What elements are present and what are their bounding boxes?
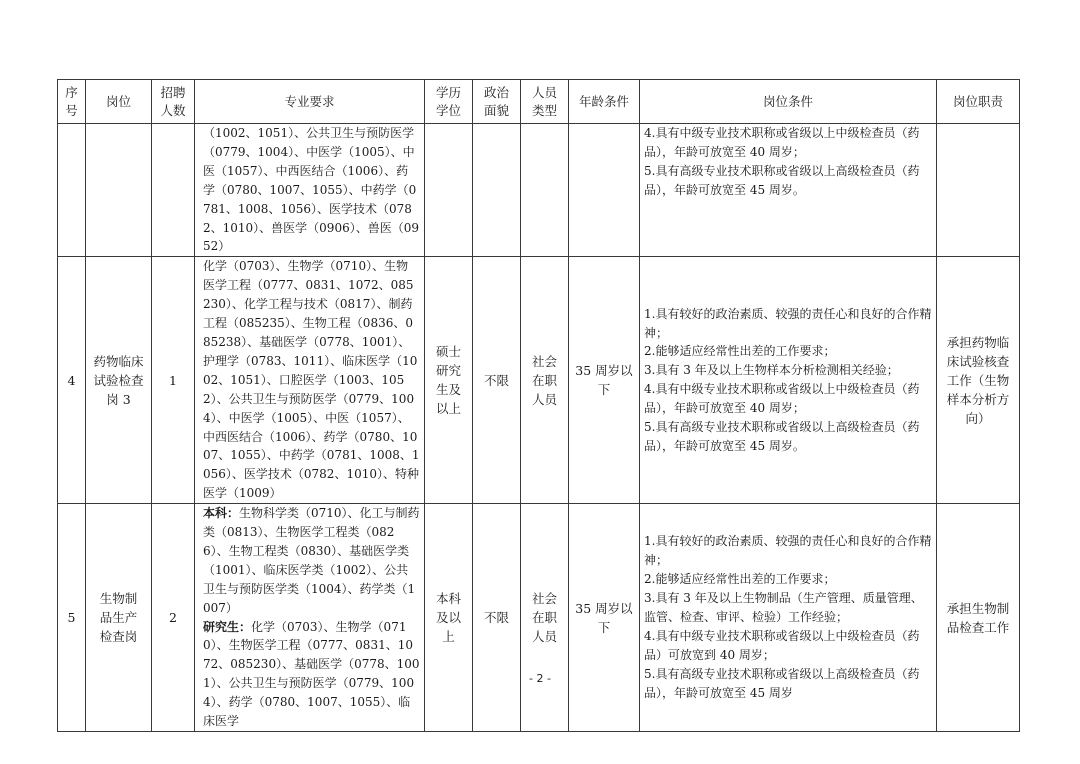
header-count: 招聘 人数 <box>152 80 195 124</box>
header-staff-type: 人员 类型 <box>521 80 569 124</box>
major-label-undergrad: 本科： <box>203 506 240 521</box>
cell-post: 药物临床试验检查岗 3 <box>86 257 152 504</box>
cell-politics: 不限 <box>473 504 521 732</box>
cell-staff-type: 社会在职人员 <box>521 504 569 732</box>
cell-major: （1002、1051）、公共卫生与预防医学（0779、1004）、中医学（1005）、中医（1057）、中西医结合（1006）、药学（0780、1007、1055）、中药学（0781、1008、1056）、医学技术（0782、1010）、兽医学（0906）、兽医（0952） <box>195 124 425 257</box>
table-row-continued <box>58 124 1020 257</box>
condition-item: 1.具有较好的政治素质、较强的责任心和良好的合作精神； <box>644 534 932 568</box>
cell-age: 35 周岁以下 <box>569 257 640 504</box>
condition-item: 4.具有中级专业技术职称或省级以上中级检查员（药品），年龄可放宽至 40 周岁； <box>644 382 920 416</box>
condition-item: 5.具有高级专业技术职称或省级以上高级检查员（药品），年龄可放宽至 45 周岁 <box>644 666 920 700</box>
cell-count: 2 <box>152 504 195 732</box>
cell-seq: 5 <box>58 504 86 732</box>
condition-item: 2.能够适应经常性出差的工作要求； <box>644 344 836 359</box>
header-degree: 学历 学位 <box>425 80 473 124</box>
condition-item: 1.具有较好的政治素质、较强的责任心和良好的合作精神； <box>644 306 932 340</box>
major-label-graduate: 研究生： <box>203 619 252 634</box>
cell-post: 生物制品生产检查岗 <box>86 504 152 732</box>
page-number: - 2 - <box>529 672 551 685</box>
cell-age <box>569 124 640 257</box>
table-row-5 <box>58 504 1020 732</box>
header-post: 岗位 <box>86 80 152 124</box>
condition-item: 4.具有中级专业技术职称或省级以上中级检查员（药品），年龄可放宽至 40 周岁； <box>644 126 920 159</box>
header-row <box>58 80 1020 124</box>
cell-major <box>195 504 425 732</box>
cell-politics: 不限 <box>473 257 521 504</box>
cell-conditions <box>640 257 937 504</box>
header-major: 专业要求 <box>195 80 425 124</box>
cell-politics <box>473 124 521 257</box>
cell-degree: 本科及以上 <box>425 504 473 732</box>
cell-conditions <box>640 504 937 732</box>
major-text-undergrad: 生物科学类（0710）、化工与制药类（0813）、生物医学工程类（0826）、生物工程类（0830）、基础医学类（1001）、临床医学类（1002）、公共卫生与预防医学类（1004）、药学类（1007） <box>203 506 420 615</box>
cell-duty: 承担药物临床试验核查工作（生物样本分析方向） <box>937 257 1020 504</box>
cell-count: 1 <box>152 257 195 504</box>
cell-conditions <box>640 124 937 257</box>
condition-item: 3.具有 3 年及以上生物样本分析检测相关经验； <box>644 363 899 378</box>
cell-duty <box>937 124 1020 257</box>
condition-item: 5.具有高级专业技术职称或省级以上高级检查员（药品），年龄可放宽至 45 周岁。 <box>644 420 920 453</box>
major-text-graduate: 化学（0703）、生物学（0710）、生物医学工程（0777、0831、1072、085230）、基础医学（0778、1001）、公共卫生与预防医学（0779、1004）、药学（0780、1007、1055）、临床医学 <box>203 619 420 729</box>
condition-item: 4.具有中级专业技术职称或省级以上中级检查员（药品）可放宽到 40 周岁； <box>644 629 920 662</box>
cell-staff-type <box>521 124 569 257</box>
cell-seq: 4 <box>58 257 86 504</box>
header-duty: 岗位职责 <box>937 80 1020 124</box>
cell-age: 35 周岁以下 <box>569 504 640 732</box>
cell-staff-type: 社会在职人员 <box>521 257 569 504</box>
cell-count <box>152 124 195 257</box>
header-seq: 序 号 <box>58 80 86 124</box>
header-age: 年龄条件 <box>569 80 640 124</box>
condition-item: 2.能够适应经常性出差的工作要求； <box>644 572 836 587</box>
cell-major: 化学（0703）、生物学（0710）、生物医学工程（0777、0831、1072、085230）、化学工程与技术（0817）、制药工程（085235）、生物工程（0836、085238）、基础医学（0778、1001）、护理学（0783、1011）、临床医学（1002、1051）、口腔医学（1003、1052）、公共卫生与预防医学（0779、1004）、中医学（1005）、中医（1057）、中西医结合（1006）、药学（0780、1007、1055）、中药学（0781、1008、1056）、医学技术（0782、1010）、特种医学（1009） <box>195 257 425 504</box>
cell-post <box>86 124 152 257</box>
cell-duty: 承担生物制品检查工作 <box>937 504 1020 732</box>
header-politics: 政治 面貌 <box>473 80 521 124</box>
recruitment-table <box>57 79 1020 732</box>
cell-degree: 硕士研究生及以上 <box>425 257 473 504</box>
condition-item: 5.具有高级专业技术职称或省级以上高级检查员（药品），年龄可放宽至 45 周岁。 <box>644 163 920 197</box>
cell-degree <box>425 124 473 257</box>
cell-seq <box>58 124 86 257</box>
table-row-4 <box>58 257 1020 504</box>
header-conditions: 岗位条件 <box>640 80 937 124</box>
condition-item: 3.具有 3 年及以上生物制品（生产管理、质量管理、监管、检查、审评、检验）工作经验； <box>644 591 923 625</box>
